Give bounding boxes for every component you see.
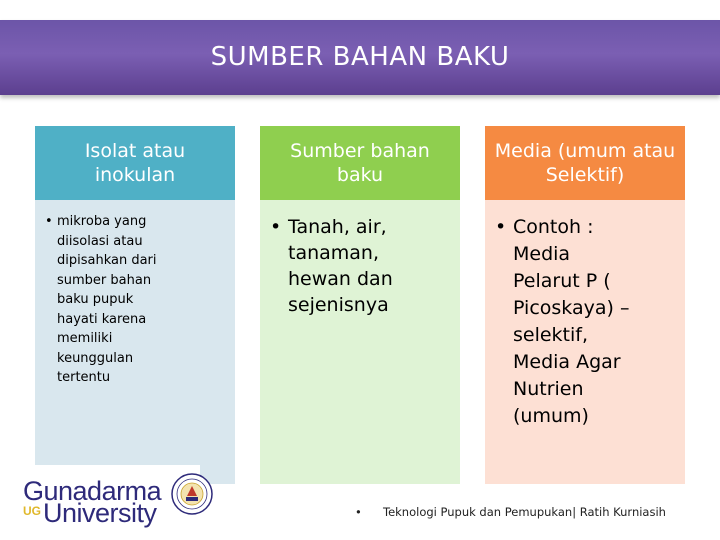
bullet-text: mikroba yang diisolasi atau dipisahkan dari sumber bahan baku pupuk hayati karena memiliki keunggulan tertentu [57,214,157,385]
bullet-icon: • [270,216,282,238]
logo-line2: University [43,498,157,528]
column-body-isolat [35,200,235,484]
slide-title: SUMBER BAHAN BAKU [210,42,510,72]
university-seal-icon [170,472,214,516]
column-media [485,126,685,484]
column-body-media [485,200,685,484]
column-header-isolat: Isolat atau inokulan [35,126,235,200]
logo-line1: Gunadarma [23,476,162,506]
column-header-media: Media (umum atau Selektif) [485,126,685,200]
university-logo [15,465,200,533]
list-item [495,214,675,430]
title-banner [0,20,720,95]
logo-prefix: UG [23,504,41,518]
bullet-text: Tanah, air, tanaman, hewan dan sejenisnya [288,216,393,316]
footer-text: Teknologi Pupuk dan Pemupukan| Ratih Kurniasih [383,505,666,519]
column-sumber [260,126,460,484]
list-item [45,212,225,388]
footer [355,505,715,523]
column-header-sumber: Sumber bahan baku [260,126,460,200]
bullet-icon: • [495,216,507,238]
footer-bullet-icon: • [355,505,362,519]
bullet-icon: • [45,214,53,229]
column-isolat [35,126,235,484]
bullet-text: Contoh : Media Pelarut P ( Picoskaya) – selektif, Media Agar Nutrien (umum) [513,216,630,427]
column-body-sumber [260,200,460,484]
list-item [270,214,450,318]
